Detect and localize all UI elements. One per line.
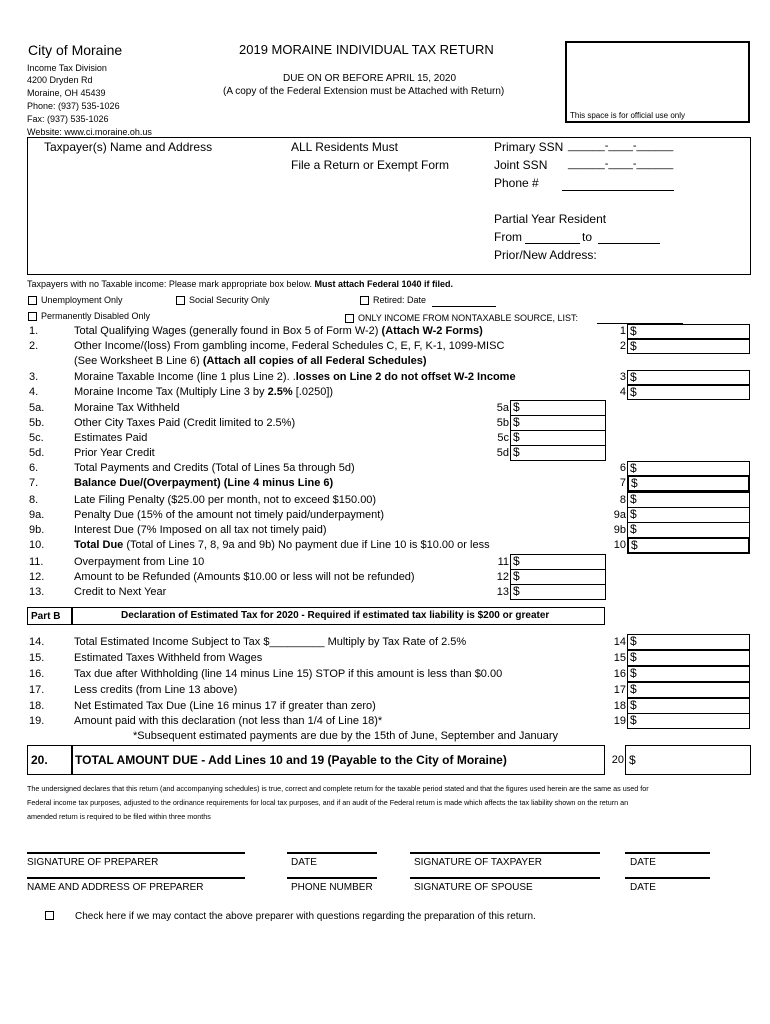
line-11-amount[interactable]: $ <box>510 554 606 570</box>
line-16-amount[interactable]: $ <box>627 666 750 682</box>
extension-note: (A copy of the Federal Extension must be Attached with Return) <box>223 86 505 97</box>
line-19-amount[interactable]: $ <box>627 713 750 729</box>
line-ref: 16 <box>613 668 626 680</box>
line-ref: 2 <box>619 340 626 352</box>
city-name: City of Moraine <box>28 42 123 58</box>
residents-note: File a Return or Exempt Form <box>291 158 450 172</box>
phone-field[interactable] <box>562 190 674 191</box>
unemployment-option[interactable] <box>28 295 123 305</box>
line-ref: 6 <box>619 462 626 474</box>
preparer-signature-line[interactable] <box>27 852 245 854</box>
retired-date-field[interactable] <box>432 306 496 307</box>
line-7-amount[interactable]: $ <box>627 475 750 492</box>
line-text-bold: (Attach W-2 Forms) <box>381 325 483 337</box>
line-5c-amount[interactable]: $ <box>510 430 606 446</box>
address-line: Income Tax Division <box>27 63 107 73</box>
line-ref: 5a <box>496 402 509 414</box>
line-3-amount[interactable]: $ <box>627 370 750 385</box>
line-number: 10. <box>29 539 45 551</box>
website-link: Website: www.ci.moraine.oh.us <box>27 127 152 137</box>
preparer-name-label: NAME AND ADDRESS OF PREPARER <box>27 882 204 893</box>
retired-checkbox[interactable] <box>360 296 369 305</box>
line-5b-text: Other City Taxes Paid (Credit limited to 2.5%) <box>74 417 296 429</box>
line-number: 19. <box>29 715 45 727</box>
residents-note: ALL Residents Must <box>291 140 398 154</box>
line-number: 5a. <box>29 402 45 414</box>
line-ref: 14 <box>613 636 626 648</box>
contact-preparer-label: Check here if we may contact the above preparer with questions regarding the preparation of this return. <box>75 911 536 922</box>
line-text: [.0250]) <box>292 386 334 398</box>
line-ref: 7 <box>619 477 626 489</box>
unemployment-checkbox[interactable] <box>28 296 37 305</box>
line-text-bold: (Attach all copies of all Federal Schedules) <box>202 355 427 367</box>
line-6-amount[interactable]: $ <box>627 461 750 476</box>
social-security-label: Social Security Only <box>189 295 270 305</box>
spouse-signature-label: SIGNATURE OF SPOUSE <box>414 882 533 893</box>
line-text: Moraine Taxable Income (line 1 plus Line 2). . <box>74 371 296 383</box>
address-line: Phone: (937) 535-1026 <box>27 101 120 111</box>
line-number: 9b. <box>29 524 45 536</box>
due-date: DUE ON OR BEFORE APRIL 15, 2020 <box>283 73 457 84</box>
line-number: 6. <box>29 462 39 474</box>
primary-ssn-label: Primary SSN <box>494 140 564 154</box>
primary-ssn-field[interactable]: ______-____-______ <box>568 140 674 152</box>
line-text-bold: losses on Line 2 do not offset W-2 Income <box>295 371 516 383</box>
prior-address-label: Prior/New Address: <box>494 248 597 262</box>
line-text-bold: 2.5% <box>267 386 293 398</box>
line-20-amount[interactable] <box>625 745 751 775</box>
date-line[interactable] <box>287 852 377 854</box>
line-1-amount[interactable]: $ <box>627 324 750 339</box>
phone-line[interactable] <box>287 877 377 879</box>
date-label: DATE <box>630 882 656 893</box>
address-line: Moraine, OH 45439 <box>27 88 106 98</box>
line-2-subtext <box>74 355 427 367</box>
line-20-dollar: $ <box>629 753 636 767</box>
line-9a-amount[interactable]: $ <box>627 507 750 523</box>
preparer-name-line[interactable] <box>27 877 245 879</box>
joint-ssn-label: Joint SSN <box>494 158 548 172</box>
line-text: Moraine Income Tax (Multiply Line 3 by <box>74 386 268 398</box>
line-number: 13. <box>29 586 45 598</box>
line-ref: 5b <box>496 417 509 429</box>
line-ref: 4 <box>619 386 626 398</box>
line-number: 12. <box>29 571 45 583</box>
line-5d-text: Prior Year Credit <box>74 447 155 459</box>
line-11-text: Overpayment from Line 10 <box>74 556 205 568</box>
line-number: 5b. <box>29 417 45 429</box>
line-number: 3. <box>29 371 39 383</box>
exempt-note-bold: Must attach Federal 1040 if filed. <box>314 279 454 289</box>
line-ref: 1 <box>619 325 626 337</box>
line-2-text: Other Income/(loss) From gambling income, Federal Schedules C, E, F, K-1, 1099-MISC <box>74 340 505 352</box>
exempt-note <box>27 279 453 289</box>
line-17-text: Less credits (from Line 13 above) <box>74 684 238 696</box>
line-10-text <box>74 539 490 551</box>
retired-option[interactable] <box>360 295 426 305</box>
line-2-amount[interactable]: $ <box>627 339 750 354</box>
partial-year-label: Partial Year Resident <box>494 212 607 226</box>
line-ref: 9b <box>613 524 626 536</box>
declaration-line: Federal income tax purposes, adjusted to the ordinance requirements for local tax purposes, and if an audit of the Federal return is made which affects the tax liability shown on the return an <box>27 798 629 807</box>
line-18-text: Net Estimated Tax Due (Line 16 minus 17 if greater than zero) <box>74 700 376 712</box>
line-ref: 11 <box>497 556 509 568</box>
line-ref: 18 <box>613 700 626 712</box>
address-line: Fax: (937) 535-1026 <box>27 114 109 124</box>
line-6-text: Total Payments and Credits (Total of Lines 5a through 5d) <box>74 462 355 474</box>
line-9b-amount[interactable]: $ <box>627 522 750 538</box>
line-15-amount[interactable]: $ <box>627 650 750 666</box>
taxpayer-name-label: Taxpayer(s) Name and Address <box>44 140 213 154</box>
line-text: (See Worksheet B Line 6) <box>74 355 203 367</box>
line-number: 5d. <box>29 447 45 459</box>
line-5a-amount[interactable]: $ <box>510 400 606 416</box>
line-ref: 12 <box>496 571 509 583</box>
line-9a-text: Penalty Due (15% of the amount not timely paid/underpayment) <box>74 509 385 521</box>
line-ref: 10 <box>613 539 626 551</box>
line-number: 5c. <box>29 432 44 444</box>
line-5b-amount[interactable]: $ <box>510 415 606 431</box>
line-14-amount[interactable]: $ <box>627 634 750 650</box>
line-15-text: Estimated Taxes Withheld from Wages <box>74 652 263 664</box>
line-10-amount[interactable]: $ <box>627 537 750 554</box>
line-20-text: TOTAL AMOUNT DUE - Add Lines 10 and 19 (Payable to the City of Moraine) <box>75 753 507 767</box>
line-number: 8. <box>29 494 39 506</box>
contact-preparer-checkbox[interactable] <box>45 911 54 920</box>
line-8-text: Late Filing Penalty ($25.00 per month, not to exceed $150.00) <box>74 494 377 506</box>
line-number: 20. <box>31 753 48 767</box>
to-date-field[interactable] <box>598 243 660 244</box>
taxpayer-signature-line[interactable] <box>410 852 600 854</box>
line-19-text: Amount paid with this declaration (not less than 1/4 of Line 18)* <box>74 715 383 727</box>
date-line[interactable] <box>625 877 710 879</box>
line-number: 9a. <box>29 509 45 521</box>
line-3-text <box>74 371 516 383</box>
line-5c-text: Estimates Paid <box>74 432 148 444</box>
retired-label: Retired: Date <box>373 295 427 305</box>
line-ref: 15 <box>613 652 626 664</box>
line-14-text: Total Estimated Income Subject to Tax $_________ Multiply by Tax Rate of 2.5% <box>74 636 467 648</box>
nontaxable-option[interactable] <box>345 313 578 323</box>
exempt-note-text: Taxpayers with no Taxable income: Please mark appropriate box below. <box>27 279 315 289</box>
line-number: 15. <box>29 652 45 664</box>
line-ref: 17 <box>613 684 626 696</box>
date-label: DATE <box>291 857 317 868</box>
official-use-label: This space is for official use only <box>570 111 686 120</box>
line-16-text: Tax due after Withholding (line 14 minus Line 15) STOP if this amount is less than $0.00 <box>74 668 503 680</box>
from-label: From <box>494 230 522 244</box>
phone-label: Phone # <box>494 176 539 190</box>
line-ref: 5d <box>496 447 509 459</box>
date-label: DATE <box>630 857 656 868</box>
line-18-amount[interactable]: $ <box>627 698 750 714</box>
nontaxable-checkbox[interactable] <box>345 314 354 323</box>
unemployment-label: Unemployment Only <box>41 295 123 305</box>
social-security-option[interactable] <box>176 295 270 305</box>
line-text-bold: Total Due <box>74 539 124 551</box>
line-17-amount[interactable]: $ <box>627 682 750 698</box>
from-date-field[interactable] <box>525 243 580 244</box>
line-5a-text: Moraine Tax Withheld <box>74 402 180 414</box>
line-number: 18. <box>29 700 45 712</box>
line-number: 4. <box>29 386 39 398</box>
declaration-line: amended return is required to be filed within three months <box>27 812 211 821</box>
line-13-amount[interactable]: $ <box>510 584 606 600</box>
spouse-signature-line[interactable] <box>410 877 600 879</box>
declaration-line: The undersigned declares that this return (and accompanying schedules) is true, correct and complete return for the taxable period stated and that the figures used herein are the same as used for <box>27 784 649 793</box>
line-ref: 3 <box>619 371 626 383</box>
line-number: 11. <box>29 556 44 568</box>
line-text: Total Qualifying Wages (generally found in Box 5 of Form W-2) <box>74 325 382 337</box>
to-label: to <box>582 230 593 244</box>
taxpayer-signature-label: SIGNATURE OF TAXPAYER <box>414 857 542 868</box>
line-number: 17. <box>29 684 45 696</box>
contact-preparer-option[interactable] <box>45 910 58 921</box>
nontaxable-label: ONLY INCOME FROM NONTAXABLE SOURCE, LIST: <box>358 313 579 323</box>
disabled-checkbox[interactable] <box>28 312 37 321</box>
line-4-amount[interactable]: $ <box>627 385 750 400</box>
part-b-heading: Declaration of Estimated Tax for 2020 - Required if estimated tax liability is $200 or greater <box>121 610 550 621</box>
line-number: 14. <box>29 636 45 648</box>
line-ref: 19 <box>613 715 626 727</box>
line-7-text <box>74 477 333 489</box>
line-number: 16. <box>29 668 45 680</box>
line-ref: 9a <box>613 509 626 521</box>
line-number: 7. <box>29 477 39 489</box>
joint-ssn-field[interactable]: ______-____-______ <box>568 158 674 170</box>
line-1-text <box>74 325 483 337</box>
line-4-text <box>74 386 333 398</box>
line-9b-text: Interest Due (7% Imposed on all tax not timely paid) <box>74 524 327 536</box>
part-b-label: Part B <box>31 611 61 622</box>
disabled-option[interactable] <box>28 311 150 321</box>
form-title: 2019 MORAINE INDIVIDUAL TAX RETURN <box>239 42 494 57</box>
line-ref: 13 <box>496 586 509 598</box>
date-line[interactable] <box>625 852 710 854</box>
address-line: 4200 Dryden Rd <box>27 75 93 85</box>
line-ref: 8 <box>619 494 626 506</box>
line-text: (Total of Lines 7, 8, 9a and 9b) No payment due if Line 10 is $10.00 or less <box>123 539 490 551</box>
line-number: 1. <box>29 325 39 337</box>
line-8-amount[interactable]: $ <box>627 492 750 508</box>
line-12-amount[interactable]: $ <box>510 569 606 585</box>
disabled-label: Permanently Disabled Only <box>41 311 151 321</box>
line-13-text: Credit to Next Year <box>74 586 167 598</box>
line-12-text: Amount to be Refunded (Amounts $10.00 or less will not be refunded) <box>74 571 415 583</box>
line-ref: 20 <box>611 754 624 766</box>
social-security-checkbox[interactable] <box>176 296 185 305</box>
line-5d-amount[interactable]: $ <box>510 445 606 461</box>
line-number: 2. <box>29 340 39 352</box>
line-text-bold: Balance Due/(Overpayment) (Line 4 minus Line 6) <box>74 477 334 489</box>
phone-number-label: PHONE NUMBER <box>291 882 373 893</box>
estimated-payments-footnote: *Subsequent estimated payments are due by the 15th of June, September and January <box>133 730 558 742</box>
line-ref: 5c <box>497 432 509 444</box>
preparer-signature-label: SIGNATURE OF PREPARER <box>27 857 159 868</box>
